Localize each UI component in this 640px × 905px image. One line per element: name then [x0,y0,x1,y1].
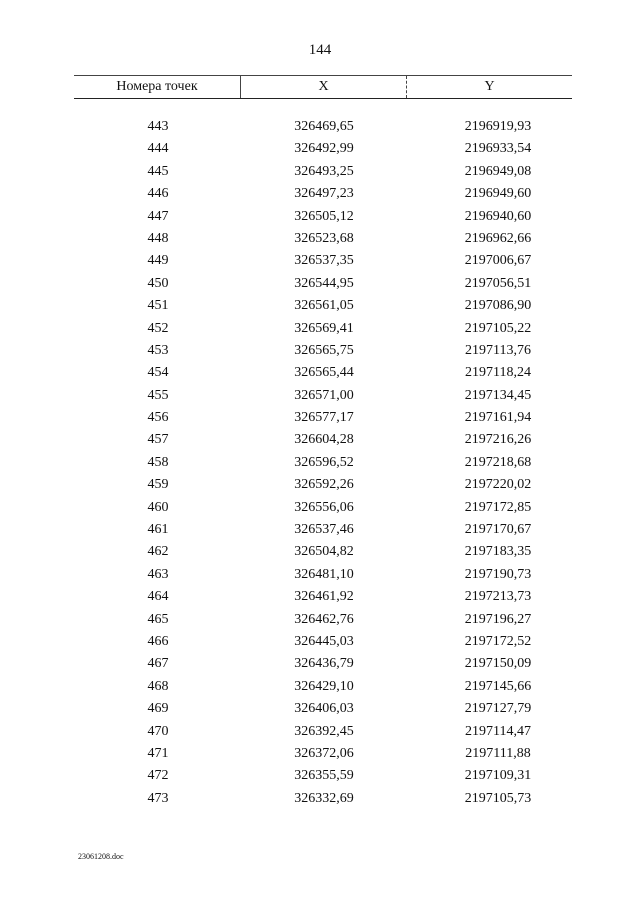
point-number-cell: 446 [147,186,169,202]
y-coordinate-cell: 2197145,66 [464,678,532,694]
point-number-cell: 470 [147,723,169,739]
y-coordinate-cell: 2196933,54 [464,141,532,157]
table-row [74,273,572,295]
point-number-cell: 445 [147,163,169,179]
point-number-cell: 450 [147,275,169,291]
x-coordinate-cell: 326406,03 [294,701,354,717]
table-row [74,609,572,631]
y-coordinate-cell: 2197170,67 [464,522,532,538]
x-coordinate-cell: 326571,00 [294,387,354,403]
table-row [74,228,572,250]
x-coordinate-cell: 326544,95 [294,275,354,291]
x-coordinate-cell: 326565,44 [294,365,354,381]
point-number-cell: 466 [147,633,169,649]
point-number-cell: 458 [147,454,169,470]
x-coordinate-cell: 326556,06 [294,499,354,515]
table-row [74,653,572,675]
point-number-cell: 456 [147,410,169,426]
table-row [74,318,572,340]
table-row [74,429,572,451]
page-number: 144 [308,42,332,58]
x-coordinate-cell: 326355,59 [294,768,354,784]
table-row [74,452,572,474]
point-number-cell: 459 [147,477,169,493]
y-coordinate-cell: 2197056,51 [464,275,532,291]
table-row [74,519,572,541]
table-row [74,721,572,743]
table-row [74,138,572,160]
table-row [74,788,572,810]
x-coordinate-cell: 326492,99 [294,141,354,157]
point-number-cell: 451 [147,298,169,314]
x-coordinate-cell: 326436,79 [294,656,354,672]
point-number-cell: 467 [147,656,169,672]
table-header [74,75,572,99]
point-number-cell: 449 [147,253,169,269]
table-row [74,250,572,272]
header-y: Y [484,79,495,94]
table-row [74,116,572,138]
point-number-cell: 462 [147,544,169,560]
x-coordinate-cell: 326429,10 [294,678,354,694]
point-number-cell: 471 [147,745,169,761]
table-row [74,541,572,563]
x-coordinate-cell: 326493,25 [294,163,354,179]
y-coordinate-cell: 2196940,60 [464,208,532,224]
table-row [74,206,572,228]
point-number-cell: 469 [147,701,169,717]
table-row [74,295,572,317]
y-coordinate-cell: 2196962,66 [464,230,532,246]
point-number-cell: 464 [147,589,169,605]
point-number-cell: 473 [147,790,169,806]
x-coordinate-cell: 326537,35 [294,253,354,269]
point-number-cell: 454 [147,365,169,381]
table-row [74,161,572,183]
point-number-cell: 461 [147,522,169,538]
y-coordinate-cell: 2197161,94 [464,410,532,426]
y-coordinate-cell: 2197006,67 [464,253,532,269]
x-coordinate-cell: 326577,17 [294,410,354,426]
point-number-cell: 443 [147,119,169,134]
footer-filename: 23061208.doc [78,852,124,861]
x-coordinate-cell: 326596,52 [294,454,354,470]
x-coordinate-cell: 326497,23 [294,186,354,202]
y-coordinate-cell: 2196919,93 [464,119,532,134]
point-number-cell: 472 [147,768,169,784]
x-coordinate-cell: 326569,41 [294,320,354,336]
table-row [74,474,572,496]
table-row [74,676,572,698]
x-coordinate-cell: 326332,69 [294,790,354,806]
y-coordinate-cell: 2197118,24 [465,365,531,381]
y-coordinate-cell: 2197086,90 [464,298,532,314]
y-coordinate-cell: 2197216,26 [464,432,532,448]
table-row [74,631,572,653]
table-row [74,385,572,407]
x-coordinate-cell: 326505,12 [294,208,354,224]
x-coordinate-cell: 326372,06 [294,745,354,761]
point-number-cell: 452 [147,320,169,336]
point-number-cell: 465 [147,611,169,627]
table-row [74,340,572,362]
y-coordinate-cell: 2197109,31 [464,768,532,784]
x-coordinate-cell: 326561,05 [294,298,354,314]
x-coordinate-cell: 326392,45 [294,723,354,739]
y-coordinate-cell: 2197113,76 [465,342,531,358]
table-row [74,362,572,384]
table-row [74,183,572,205]
y-coordinate-cell: 2197218,68 [464,454,532,470]
x-coordinate-cell: 326461,92 [294,589,354,605]
header-x: X [241,76,407,98]
x-coordinate-cell: 326523,68 [294,230,354,246]
y-coordinate-cell: 2197183,35 [464,544,532,560]
x-coordinate-cell: 326462,76 [294,611,354,627]
y-coordinate-cell: 2197220,02 [464,477,532,493]
table-row [74,586,572,608]
y-coordinate-cell: 2197114,47 [465,723,531,739]
header-point-numbers: Номера точек [74,76,241,98]
point-number-cell: 453 [147,342,169,358]
y-coordinate-cell: 2197111,88 [465,745,531,761]
y-coordinate-cell: 2197134,45 [464,387,532,403]
x-coordinate-cell: 326469,65 [294,119,354,134]
y-coordinate-cell: 2197127,79 [464,701,532,717]
y-coordinate-cell: 2197190,73 [464,566,532,582]
y-coordinate-cell: 2197196,27 [464,611,532,627]
y-coordinate-cell: 2197105,22 [464,320,532,336]
point-number-cell: 460 [147,499,169,515]
y-coordinate-cell: 2197213,73 [464,589,532,605]
table-row [74,497,572,519]
x-coordinate-cell: 326604,28 [294,432,354,448]
table-row [74,765,572,787]
x-coordinate-cell: 326504,82 [294,544,354,560]
y-coordinate-cell: 2196949,08 [464,163,532,179]
point-number-cell: 448 [147,230,169,246]
point-number-cell: 468 [147,678,169,694]
x-coordinate-cell: 326445,03 [294,633,354,649]
y-coordinate-cell: 2197172,52 [464,633,532,649]
y-coordinate-cell: 2197150,09 [464,656,532,672]
table-body [74,116,572,810]
x-coordinate-cell: 326565,75 [294,342,354,358]
point-number-cell: 463 [147,566,169,582]
x-coordinate-cell: 326537,46 [294,522,354,538]
x-coordinate-cell: 326481,10 [294,566,354,582]
table-row [74,564,572,586]
table-row [74,407,572,429]
table-row [74,743,572,765]
y-coordinate-cell: 2196949,60 [464,186,532,202]
y-coordinate-cell: 2197105,73 [464,790,532,806]
table-row [74,698,572,720]
point-number-cell: 447 [147,208,169,224]
point-number-cell: 457 [147,432,169,448]
x-coordinate-cell: 326592,26 [294,477,354,493]
point-number-cell: 444 [147,141,169,157]
point-number-cell: 455 [147,387,169,403]
y-coordinate-cell: 2197172,85 [464,499,532,515]
